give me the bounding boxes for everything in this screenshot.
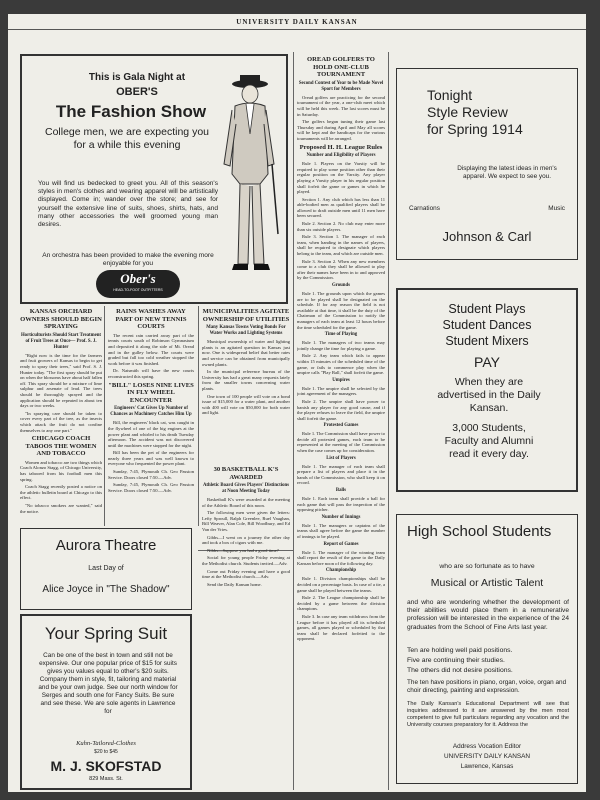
basketball-para: Gibbs—I went on a journey the other day and took a box of cigars with me.: [202, 534, 290, 546]
vocation-talent: Musical or Artistic Talent: [430, 577, 544, 589]
aurora-line: Last Day of: [88, 565, 124, 572]
orchard-para: "Right now is the time for the farmers and fruit growers of Kansas to begin to get ready to spray their trees," said Prof. S. J. Hunter today. "The first spray should be put on when the blossoms have about half fallen off. This spray should be a mixture of lime sulphur and arsenate of lead. The trees should be thoroughly sprayed and the application should be repeated in about ten days or two weeks.: [20, 352, 102, 409]
kansan-ad: [396, 288, 578, 492]
kansan-line: Student Dances: [442, 318, 532, 332]
johnson-displaying: Displaying the latest ideas in men's apparel. We expect to see you.: [457, 165, 557, 180]
kansan-line: Student Plays: [448, 302, 526, 316]
rules-section: Grounds: [331, 283, 351, 288]
vocation-sub: who are so fortunate as to have: [439, 563, 535, 570]
vocation-title: High School Students: [407, 523, 552, 540]
masthead-rule: [8, 29, 586, 30]
rules-para: Rule 2. The League championship shall be decided by a game between the division champions.: [297, 595, 385, 612]
rules-para: Rule 3. Section 2. When any new members come to a club they shall be allowed to play after their names have been in to and approved by the Commission.: [297, 258, 385, 281]
rules-para: Rule 1. Division championships shall be decided on a percentage basis. In case of a tie, a game shall be played between the teams.: [297, 576, 385, 593]
rains-headline: RAINS WASHES AWAY PART OF NEW TENNIS COURTS: [115, 308, 187, 331]
notice: Sunday, 7:45, Plymouth Ch. Geo Passion Service. Doors closed 7:50.—Adv.: [108, 469, 194, 480]
newspaper-page: [8, 14, 586, 792]
obers-tagline: College men, we are expecting you for a while this evening: [44, 126, 209, 151]
obers-logo: [96, 270, 180, 298]
bill-headline: "BILL" LOSES NINE LIVES IN FLY WHEEL ENCOUNTER: [108, 381, 194, 404]
vocation-fact: The ten have positions in piano, organ, voice, organ and choir directing, painting and expression.: [407, 679, 567, 694]
johnson-name: Johnson & Carl: [442, 229, 532, 244]
rules-para: Section 1. Any club which has less than 11 able-bodied men as qualified players shall be allowed to draft outside men until 11 men have been secured.: [297, 196, 385, 219]
vocation-fact: The others did not desire positions.: [407, 667, 513, 674]
golfers-para: Oread golfers are practicing for the second tournament of the year, a one-club meet which will be held this week. The last scores must be in Saturday.: [297, 94, 385, 117]
coach-headline: CHICAGO COACH TABOOS THE WOMEN AND TOBACCO: [25, 435, 97, 458]
basketball-para: The following men were given the letters: Lefty Sproull, Ralph Greenlee, Ruel Vaughan, Bill Weaver, Alan Cole, Bill Woodbury, and Ed Van der Vries.: [202, 510, 290, 533]
obers-logo-text: Ober's: [120, 271, 156, 286]
coach-para: Coach Stagg recently posted a notice on the athletic bulletin board at Chicago to this effect.: [20, 484, 102, 501]
johnson-title-1: Tonight: [427, 87, 473, 103]
skofstad-name: M. J. SKOFSTAD: [50, 758, 162, 774]
johnson-title-2: Style Review: [427, 104, 508, 120]
municipal-subhead: Many Kansas Towns Voting Bonds For Water Works and Lighting Systems: [206, 325, 286, 337]
vocation-address-1: Address Vocation Editor: [452, 743, 522, 750]
vocation-fact: Five are continuing their studies.: [407, 657, 505, 664]
skofstad-title: Your Spring Suit: [44, 624, 168, 643]
obers-orchestra: An orchestra has been provided to make the evening more enjoyable for you: [42, 252, 214, 268]
column-1: [20, 306, 102, 524]
coach-para: "No tobacco smokers are wanted," said the notice.: [20, 503, 102, 514]
rules-section: Championship: [325, 568, 357, 574]
obers-headline: This is Gala Night at: [88, 72, 186, 83]
kansan-readers: 3,000 Students, Faculty and Alumni read it every day.: [444, 422, 534, 460]
rules-section: Time of Playing: [324, 332, 358, 338]
skofstad-body: Can be one of the best in town and still not be expensive. Our one popular price of $15 for suits gives you values equal to other's $20 suits. Company them in style, fit, tailoring and material and be your own judge. See our north window for Serges and south one for Fancy Suits. Be sure and see these. We are sole agents in Lawrence for: [38, 652, 178, 715]
basketball-headline: 30 BASKETBALL K'S AWARDED: [213, 465, 279, 481]
bill-subhead: Engineers' Cat Gives Up Number of Chances as Machinery Catches Him Up: [110, 406, 192, 418]
municipal-para: In the municipal reference bureau of the University has had a great many requests lately from the smaller towns concerning water plants.: [202, 369, 290, 391]
rules-para: Rule 1. The manager of each team shall prepare a list of players and place it in the hands of the Commission, who shall keep it on record.: [297, 463, 385, 486]
column-3: [202, 306, 290, 790]
vocation-address-2: UNIVERSITY DAILY KANSAN: [444, 753, 530, 760]
basketball-para: Nibbs—Suppose you had a good time?: [207, 547, 279, 553]
basketball-para: Basketball K's were awarded at the meeting of the Athletic Board of this noon.: [202, 497, 290, 508]
obers-ad: [20, 54, 288, 304]
rains-para: The recent rain carried away part of the tennis courts south of Robinson Gymnasium and deposited it along the side of Mt. Oread and in the gulley below. The courts were graded but fall too cold weather stopped the work before it was finished.: [108, 332, 194, 366]
column-rule: [198, 306, 199, 526]
johnson-carnations: Carnations: [409, 205, 440, 212]
obers-title: The Fashion Show: [55, 102, 207, 121]
rules-section: Balls: [335, 488, 347, 494]
notice: Come out Friday evening and have a good time at the Methodist church.—Adv.: [202, 568, 290, 580]
golfers-headline: OREAD GOLFERS TO HOLD ONE-CLUB TOURNAMENT: [307, 56, 375, 79]
skofstad-price: $20 to $45: [94, 749, 118, 755]
orchard-headline: KANSAS ORCHARD OWNERS SHOULD BEGIN SPRAYING: [20, 308, 102, 331]
rules-para: Rule 3. In case any team withdraws from the League before it has played all its scheduled games, all games played or scheduled by that team shall be declared forfeited to the opponent.: [297, 613, 385, 642]
column-rule: [104, 306, 105, 526]
obers-store: OBER'S: [116, 86, 158, 98]
rules-section: Report of Games: [323, 541, 359, 547]
vocation-fact: Ten are holding well paid positions.: [407, 647, 513, 654]
notice: Sunday, 7:45, Plymouth Ch. Geo Passion Service. Doors closed 7:50.—Adv.: [108, 482, 194, 493]
column-rule: [388, 52, 389, 790]
notice: Social for young people Friday evening at the Methodist church. Students invited.—Adv.: [202, 555, 290, 567]
basketball-subhead: Athletic Board Gives Players' Distinctions at Noon Meeting Today: [202, 483, 290, 495]
municipal-para: Municipal ownership of water and lighting plants is an agitated question in Kansas just now. One is widespread belief that better rates and service can be obtained from municipally owned plants.: [202, 339, 290, 367]
kansan-pay: PAY: [474, 354, 500, 370]
rules-para: Rule 3. Section 1. The manager of each team, when handing in the names of players, shall be required to designate which players belong to the team, and which are outside men.: [297, 234, 385, 257]
rules-para: Rule 1. The managers or captains of the teams shall agree before the game the number of innings to be played.: [297, 522, 385, 539]
obers-body: You will find us bedecked to greet you. All of this season's styles in men's clothes and wearing apparel will be artistically displayed. Come in; wander over the store; and see for yourself the extensive line of suits, shoes, shirts, hats, and many other accessories the well groomed young man desires.: [38, 180, 218, 229]
rules-para: Rule 1. The Commission shall have power to decide all protested games, each team to be represented at the meeting of the Commission when the case comes up for consideration.: [297, 431, 385, 454]
rules-section: Number and Eligibility of Players: [306, 153, 376, 159]
column-2: [108, 306, 194, 524]
golfers-para: The golfers began tuning their game last Thursday and during April and May all scores will be kept and the handicaps for the various tournaments will be arranged.: [297, 119, 385, 141]
vocation-address-3: Lawrence, Kansas: [460, 763, 514, 770]
rules-para: Rule 1. The manager of the winning team shall report the result of the game to the Daily Kansan before noon of the following day.: [297, 549, 385, 566]
johnson-title-3: for Spring 1914: [427, 121, 523, 137]
bill-para: Bill has been the pet of the engineers for nearly three years and was well known to everyone who frequented the power plant.: [108, 450, 194, 467]
rules-section: List of Players: [326, 455, 356, 461]
column-4: [297, 54, 385, 790]
gentleman-illustration: [220, 74, 282, 284]
municipal-para: One town of 100 people will vote on a bond issue of $15,000 for a water plant, and another with 400 will vote on $50,000 for both water and light.: [202, 393, 290, 416]
vocation-body: and who are wondering whether the development of their abilities would place them in a remunerative profession will be interested in the experience of the 24 graduates from the School of Fine Arts last year.: [407, 599, 569, 631]
municipal-headline: MUNICIPALITIES AGITATE OWNERSHIP OF UTILITIES: [202, 308, 290, 323]
skofstad-ad: [20, 614, 192, 790]
rules-section: Umpires: [332, 377, 350, 383]
rules-para: Rule 2. Any team which fails to appear within 15 minutes of the scheduled time of the game, or fails to commence play when the umpire calls "Play Ball," shall forfeit the game.: [297, 353, 385, 376]
rules-para: Rule 1. The grounds upon which the games are to be played shall be designated on the schedule. If for any reason the field is not available at that time, it shall be the duty of the Chairman of the Commission to notify the managers of each team at least 12 hours before the time scheduled for the game.: [297, 291, 385, 330]
rules-section: Protested Games: [323, 423, 359, 429]
aurora-ad: [20, 528, 192, 610]
vocation-ad: [396, 514, 578, 784]
rules-section: Number of Innings: [321, 514, 361, 520]
vocation-dept: The Daily Kansan's Educational Department will see that inquiries addressed to it are answered by the men most competent to give full particulars regarding any vocation and the University courses preparatory for it. Address the: [407, 701, 569, 728]
masthead: UNIVERSITY DAILY KANSAN: [236, 18, 358, 26]
kansan-line: Student Mixers: [445, 334, 529, 348]
aurora-feature: Alice Joyce in "The Shadow": [42, 584, 170, 595]
rules-para: Rule 2. Section 2. No club may enter more than six outside players.: [297, 221, 385, 232]
kansan-advertised: When they are advertised in the Daily Kansan.: [437, 376, 541, 414]
bill-para: Bill, the engineers' black cat, was caught in the flywheel of one of the big engines at the power plant and whirled to his death Tuesday afternoon. The accident was not discovered until the machines were stopped for the night.: [108, 420, 194, 448]
rules-headline: Proposed H. H. League Rules: [299, 143, 383, 151]
orchard-subhead: Horticulturists Should Start Treatment of Fruit Trees at Once— Prof. S. J. Hunter: [20, 332, 102, 350]
johnson-carl-ad: [396, 68, 578, 260]
aurora-title: Aurora Theatre: [55, 537, 157, 554]
coach-para: Women and tobacco are two things which Coach Alonzo Stagg, of Chicago University, has tabooed from his football men this spring.: [20, 459, 102, 482]
skofstad-brand: Kuhn-Tailored-Clothes: [76, 740, 136, 747]
rules-para: Rule 1. The umpire shall be selected by the joint agreement of the managers.: [297, 385, 385, 397]
obers-logo-tag: HEAD-TO-FOOT OUTFITTERS: [113, 288, 163, 292]
column-rule: [293, 52, 294, 790]
johnson-music: Music: [548, 205, 565, 212]
rules-para: Rule 1. Players on the Varsity will be required to play some position other than their regular position on the Varsity. Any player playing a Varsity player in his regular position shall forfeit the game or games in which he played.: [297, 161, 385, 195]
rains-para: Dr. Naismith will have the new courts reconstructed this spring.: [108, 368, 194, 379]
rules-para: Rule 2. The umpire shall have power to banish any player for any good cause, and if the player refuses to leave the field, the umpire shall forfeit the game.: [297, 398, 385, 421]
orchard-para: "In spraying care should be taken to cover every part of the tree, as the insects which attack the fruit do not confine themselves to any one part.": [20, 410, 102, 433]
rules-para: Rule 1. The managers of two teams may jointly change the time for playing a game.: [297, 340, 385, 351]
skofstad-address: 829 Mass. St.: [89, 776, 123, 782]
rules-para: Rule 1. Each team shall provide a ball for each game that will pass the inspection of the opposing pitcher.: [297, 496, 385, 513]
send-kansan-note: Send the Daily Kansan home.: [207, 581, 262, 587]
golfers-subhead: Second Contest of Year to be Made Novel Sport for Members: [298, 80, 384, 92]
